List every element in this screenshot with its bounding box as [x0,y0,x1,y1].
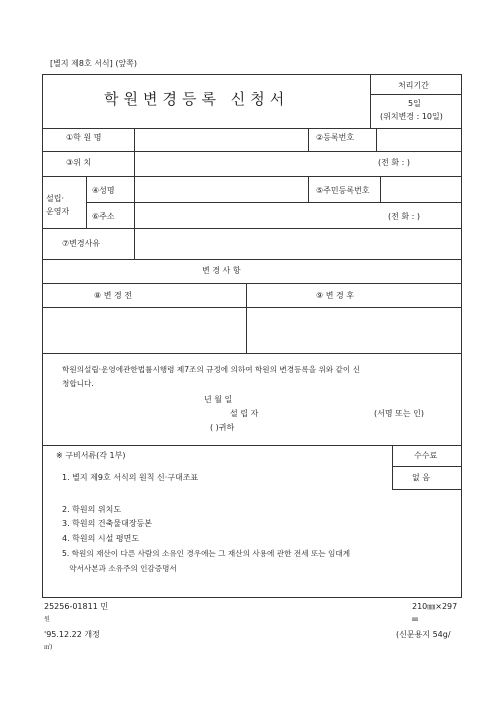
paper-type-cont: ㎡) [44,644,53,651]
name-label: ④성명 [92,186,115,195]
paper-size-cont: ㎜ [412,616,419,623]
col-line [380,176,381,202]
statement-text-cont: 청합니다. [62,379,94,388]
address-label: ⑥주소 [92,212,115,221]
fee-label: 수수료 [414,451,438,460]
before-change-field[interactable] [44,309,244,351]
location-field[interactable] [136,152,366,175]
col-line [376,128,377,151]
changes-header: 변 경 사 항 [202,266,241,275]
resident-no-label: ⑤주민등록번호 [316,186,370,195]
fee-value: 없 음 [412,473,430,482]
after-change-field[interactable] [248,309,460,351]
row-line [42,283,462,284]
document-item: 약서사본과 소유주의 인감증명서 [62,564,177,573]
founder-operator-label: 설립· 운영자 [46,194,70,216]
col-line [308,176,309,202]
before-change-label: ⑧ 변 경 전 [94,291,132,300]
resident-no-field[interactable] [382,177,460,201]
processing-divider [370,94,462,95]
location-label: ③위 치 [66,158,92,167]
col-line [246,283,247,353]
registration-no-label: ②등록번호 [316,133,355,142]
revision-date: '95.12.22 개정 [44,630,100,639]
form-title: 학원변경등록 신청서 [104,90,290,108]
statement-text: 학원의설립·운영에관한법률시행령 제7조의 규정에 의하여 학원의 변경등록을 위와 같이 신 [62,365,360,374]
paper-size: 210㎜×297 [412,602,458,611]
title-divider [370,74,371,128]
reason-label: ⑦변경사유 [62,239,101,248]
row-line [42,307,462,308]
paper-type: (신문용지 54g/ [396,630,451,639]
processing-period-label: 처리기간 [398,81,429,90]
address-field[interactable] [136,203,376,227]
processing-note: (위치변경 : 10일) [380,112,443,121]
col-line [308,128,309,151]
documents-header: ※ 구비서류(각 1부) [56,451,126,460]
applicant-label: 설 립 자 [230,409,259,418]
col-line [134,228,135,259]
row-line [392,466,462,467]
col-line [134,151,135,176]
address-phone: (전 화 : ) [388,212,421,221]
academy-name-field[interactable] [136,129,306,150]
location-phone: (전 화 : ) [378,158,411,167]
form-code: 25256-01811 민 [44,602,109,611]
addressee-line: ( )귀하 [210,423,235,432]
after-change-label: ⑨ 변 경 후 [316,291,354,300]
registration-no-field[interactable] [378,129,460,150]
document-item: 3. 학원의 건축물대장등본 [62,519,152,528]
applicant-name-field[interactable] [290,406,370,420]
document-item: 2. 학원의 위치도 [62,505,122,514]
date-line: 년 월 일 [204,395,233,404]
form-number-note: [별지 제8호 서식] (앞쪽) [50,59,138,68]
name-field[interactable] [136,177,306,201]
row-line [42,259,462,260]
col-line [392,445,393,489]
reason-field[interactable] [136,229,460,258]
row-line [392,489,462,490]
document-item: 1. 별지 제9호 서식의 원칙 신·구대조표 [62,473,199,482]
form-code-cont: 원 [44,616,50,623]
document-item: 4. 학원의 시설 평면도 [62,534,140,543]
document-item: 5. 학원의 재산이 다른 사람의 소유인 경우에는 그 재산의 사용에 관한 전세 또는 임대계 [62,549,351,558]
processing-days: 5일 [408,99,421,108]
row-line [42,445,462,446]
col-line [134,128,135,151]
signature-label: (서명 또는 인) [374,409,424,418]
academy-name-label: ①학 원 명 [66,133,102,142]
row-line [42,353,462,354]
